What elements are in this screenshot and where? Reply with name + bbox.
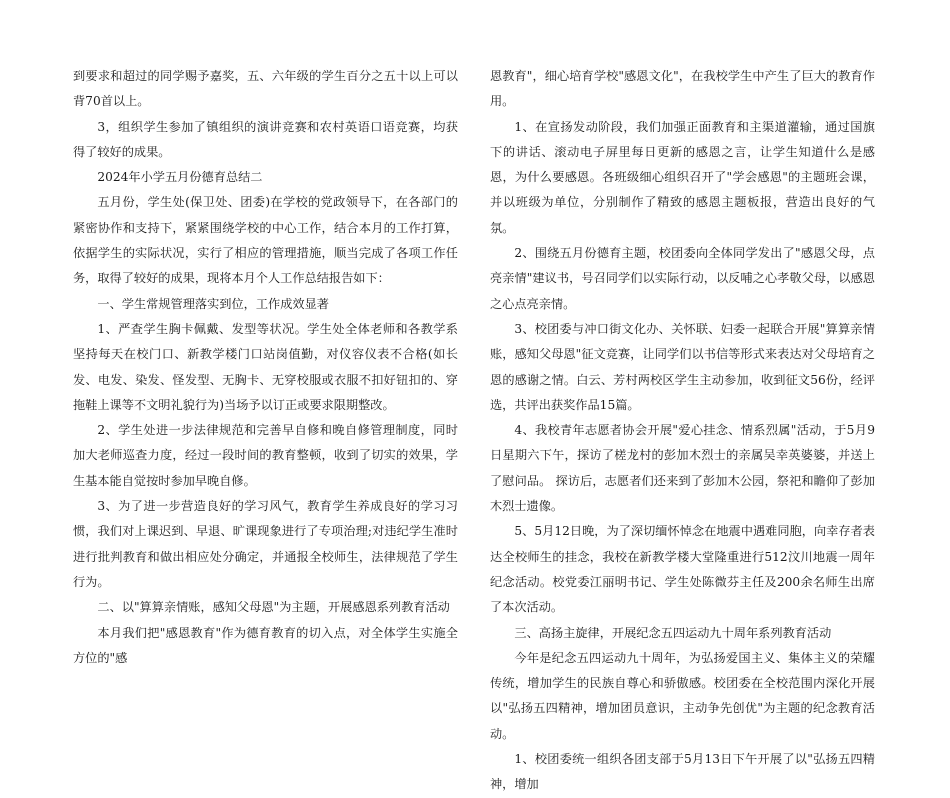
right-column-paragraph: 恩教育"，细心培育学校"感恩文化"，在我校学生中产生了巨大的教育作用。 — [490, 69, 875, 109]
left-column-paragraph: 3、为了进一步营造良好的学习风气，教育学生养成良好的学习习惯，我们对上课迟到、早退、旷课现象进行了专项治理;对违纪学生准时进行批判教育和做出相应处分确定，并通报全校师生，法律规范了学生行为。 — [73, 499, 458, 589]
right-column-paragraph: 1、在宣扬发动阶段，我们加强正面教育和主渠道灌输，通过国旗下的讲话、滚动电子屏里每日更新的感恩之言，让学生知道什么是感恩，为什么要感恩。各班级细心组织召开了"学会感恩"的主题班会课，并以班级为单位，分别制作了精致的感恩主题板报，营造出良好的气氛。 — [490, 119, 875, 235]
left-column-paragraph: 一、学生常规管理落实到位，工作成效显著 — [97, 296, 329, 311]
left-column-paragraph: 本月我们把"感恩教育"作为德育教育的切入点，对全体学生实施全方位的"感 — [73, 625, 458, 665]
right-column-paragraph: 4、我校青年志愿者协会开展"爱心挂念、情系烈属"活动，于5月9日星期六下午，探访了槎龙村的彭加木烈士的亲属吴幸英婆婆，并送上了慰问品。 探访后，志愿者们还来到了彭加木公园，祭祀和瞻仰了彭加木烈士遗像。 — [490, 423, 875, 514]
right-column-paragraph: 2、围绕五月份德育主题，校团委向全体同学发出了"感恩父母，点亮亲情"建议书，号召同学们以实际行动，以反哺之心孝敬父母，以感恩之心点亮亲情。 — [490, 246, 875, 311]
left-column-paragraph: 1、严查学生胸卡佩戴、发型等状况。学生处全体老师和各教学系坚持每天在校门口、新教学楼门口站岗值勤，对仪容仪表不合格(如长发、电发、染发、怪发型、无胸卡、无穿校服或衣服不扣好钮扣的、穿拖鞋上课等不文明礼貌行为)当场予以订正或要求限期整改。 — [73, 321, 458, 412]
left-column-paragraph: 到要求和超过的同学赐予嘉奖，五、六年级的学生百分之五十以上可以背70首以上。 — [73, 69, 458, 109]
left-column-paragraph: 二、以"算算亲情账，感知父母恩"为主题，开展感恩系列教育活动 — [97, 600, 450, 615]
right-text-column — [490, 64, 875, 798]
right-column-paragraph: 三、高扬主旋律，开展纪念五四运动九十周年系列教育活动 — [514, 625, 832, 640]
right-column-paragraph: 5、5月12日晚，为了深切缅怀悼念在地震中遇难同胞，向幸存者表达全校师生的挂念，我校在新教学楼大堂隆重进行512汶川地震一周年纪念活动。校党委江丽明书记、学生处陈微芬主任及200余名师生出席了本次活动。 — [490, 524, 875, 615]
right-column-paragraph: 今年是纪念五四运动九十周年，为弘扬爱国主义、集体主义的荣耀传统，增加学生的民族自尊心和骄傲感。校团委在全校范围内深化开展以"弘扬五四精神，增加团员意识，主动争先创优"为主题的纪念教育活动。 — [490, 650, 875, 741]
right-column-paragraph: 3、校团委与冲口街文化办、关怀联、妇委一起联合开展"算算亲情账，感知父母恩"征文竞赛，让同学们以书信等形式来表达对父母培育之恩的感谢之情。白云、芳村两校区学生主动参加，收到征文56份，经评选，共评出获奖作品15篇。 — [490, 321, 875, 412]
right-column-paragraph: 1、校团委统一组织各团支部于5月13日下午开展了以"弘扬五四精神，增加 — [490, 752, 875, 792]
left-column-paragraph: 3，组织学生参加了镇组织的演讲竞赛和农村英语口语竞赛，均获得了较好的成果。 — [73, 119, 458, 159]
left-column-paragraph: 五月份，学生处(保卫处、团委)在学校的党政领导下，在各部门的紧密协作和支持下，紧紧围绕学校的中心工作，结合本月的工作打算，依据学生的实际状况，实行了相应的管理措施，顺当完成了各项工作任务，取得了较好的成果，现将本月个人工作总结报告如下： — [73, 195, 458, 286]
left-text-column — [73, 64, 458, 671]
left-column-paragraph: 2、学生处进一步法律规范和完善早自修和晚自修管理制度，同时加大老师巡查力度，经过一段时间的教育整顿，收到了切实的效果，学生基本能自觉按时参加早晚自修。 — [73, 423, 458, 488]
left-column-paragraph: 2024年小学五月份德育总结二 — [97, 170, 263, 185]
